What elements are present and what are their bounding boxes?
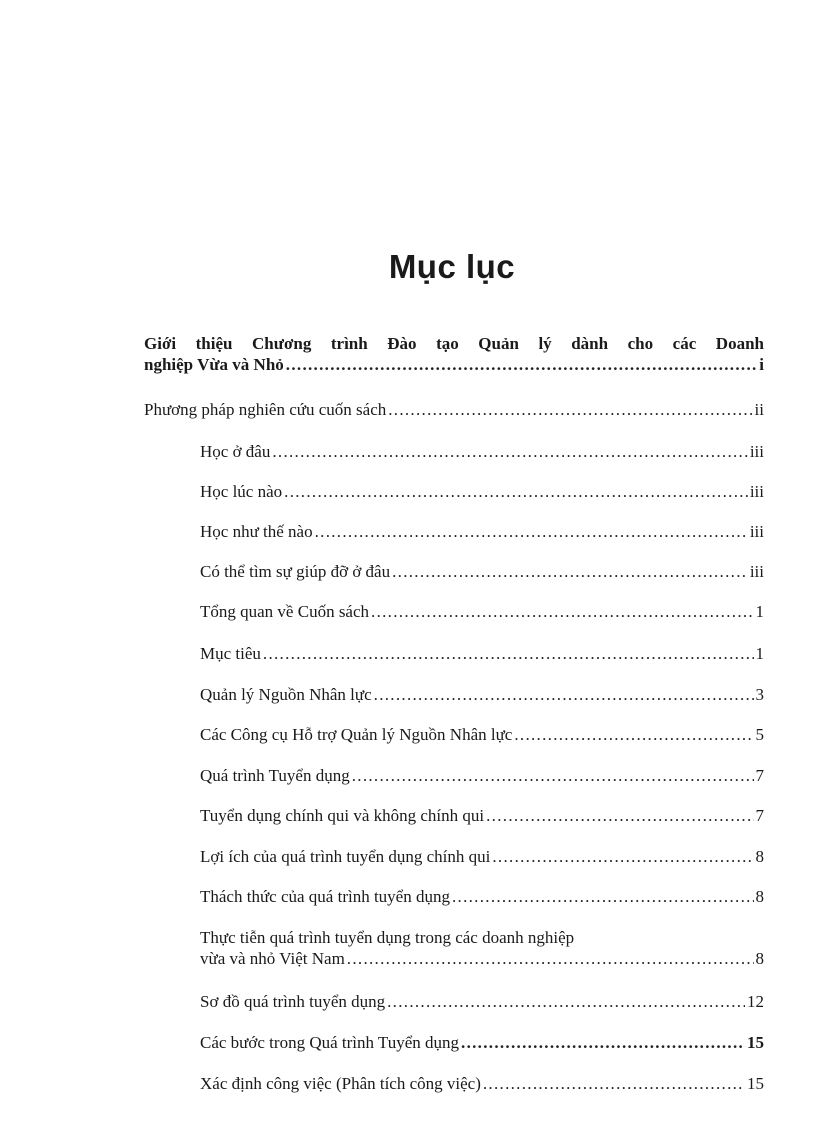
toc-entry-label: Sơ đồ quá trình tuyển dụng xyxy=(200,992,386,1011)
leader-dots xyxy=(263,643,754,664)
leader-dots xyxy=(371,601,753,622)
toc-entry-label: vừa và nhỏ Việt Nam xyxy=(200,949,345,968)
toc-entry-line: Giới thiệu Chương trình Đào tạo Quản lý dành cho các Doanh xyxy=(144,334,764,353)
toc-entry[interactable] xyxy=(200,643,764,664)
leader-dots xyxy=(284,481,748,502)
toc-entry-page: iii xyxy=(749,442,764,461)
leader-dots xyxy=(514,724,753,745)
toc-entry[interactable] xyxy=(200,846,764,867)
toc-entry-label: Phương pháp nghiên cứu cuốn sách xyxy=(144,400,387,419)
leader-dots xyxy=(347,948,754,969)
toc-entry-label: Tổng quan về Cuốn sách xyxy=(200,602,370,621)
toc-entry[interactable] xyxy=(200,1073,764,1094)
toc-entry-page: 15 xyxy=(747,1033,764,1052)
leader-dots xyxy=(286,354,757,375)
leader-dots xyxy=(461,1032,745,1053)
toc-entry-intro[interactable] xyxy=(144,333,764,375)
toc-entry-page: iii xyxy=(749,562,764,581)
toc-entry-page: 7 xyxy=(755,766,764,785)
toc-entry-page: 8 xyxy=(755,847,764,866)
toc-entry-label: Thách thức của quá trình tuyển dụng xyxy=(200,887,450,906)
toc-entry[interactable] xyxy=(200,1032,764,1053)
toc-entry-label: Có thể tìm sự giúp đỡ ở đâu xyxy=(200,562,391,581)
toc-entry[interactable] xyxy=(200,521,764,542)
toc-entry-label: Học lúc nào xyxy=(200,482,283,501)
leader-dots xyxy=(388,399,752,420)
toc-entry-label: nghiệp Vừa và Nhỏ xyxy=(144,355,284,374)
toc-entry[interactable] xyxy=(200,886,764,907)
leader-dots xyxy=(272,441,747,462)
leader-dots xyxy=(486,805,753,826)
leader-dots xyxy=(352,765,754,786)
toc-entry-page: 12 xyxy=(747,992,764,1011)
leader-dots xyxy=(387,991,745,1012)
toc-entry-label: Quá trình Tuyển dụng xyxy=(200,766,350,785)
toc-entry-page: 8 xyxy=(755,949,764,968)
toc-entry[interactable] xyxy=(200,441,764,462)
toc-entry-line: Thực tiễn quá trình tuyển dụng trong các doanh nghiệp xyxy=(200,928,575,947)
toc-entry-method[interactable] xyxy=(144,399,764,420)
toc-entry-page: ii xyxy=(754,400,764,419)
toc-entry[interactable] xyxy=(200,481,764,502)
page-title: Mục lục xyxy=(388,248,516,285)
toc-entry-page: iii xyxy=(749,522,764,541)
toc-entry-label: Học như thế nào xyxy=(200,522,313,541)
leader-dots xyxy=(492,846,753,867)
leader-dots xyxy=(483,1073,745,1094)
toc-entry-label: Lợi ích của quá trình tuyển dụng chính qui xyxy=(200,847,491,866)
toc-entry-label: Các Công cụ Hỗ trợ Quản lý Nguồn Nhân lực xyxy=(200,725,513,744)
toc-entry-page: 3 xyxy=(755,685,764,704)
toc-entry[interactable] xyxy=(200,561,764,582)
toc-entry-label: Quản lý Nguồn Nhân lực xyxy=(200,685,372,704)
leader-dots xyxy=(315,521,748,542)
toc-entry[interactable] xyxy=(200,684,764,705)
toc-entry-page: 5 xyxy=(755,725,764,744)
leader-dots xyxy=(452,886,754,907)
toc-entry[interactable] xyxy=(200,601,764,622)
toc-entry-page: 7 xyxy=(755,806,764,825)
toc-entry[interactable] xyxy=(200,724,764,745)
toc-entry-page: 15 xyxy=(747,1074,764,1093)
toc-entry-label: Xác định công việc (Phân tích công việc) xyxy=(200,1074,481,1093)
toc-entry-label: Tuyển dụng chính qui và không chính qui xyxy=(200,806,485,825)
toc-entry-page: 8 xyxy=(755,887,764,906)
toc-entry-page: 1 xyxy=(755,644,764,663)
toc-entry[interactable] xyxy=(200,991,764,1012)
toc-entry-page: i xyxy=(759,355,764,374)
leader-dots xyxy=(392,561,748,582)
toc-entry-page: iii xyxy=(749,482,764,501)
toc-entry[interactable] xyxy=(200,765,764,786)
toc-entry-label: Học ở đâu xyxy=(200,442,271,461)
toc-entry-label: Mục tiêu xyxy=(200,644,261,663)
toc-entry-practice[interactable] xyxy=(200,927,764,969)
leader-dots xyxy=(374,684,754,705)
toc-entry[interactable] xyxy=(200,805,764,826)
toc-entry-page: 1 xyxy=(755,602,764,621)
toc-entry-label: Các bước trong Quá trình Tuyển dụng xyxy=(200,1033,460,1052)
